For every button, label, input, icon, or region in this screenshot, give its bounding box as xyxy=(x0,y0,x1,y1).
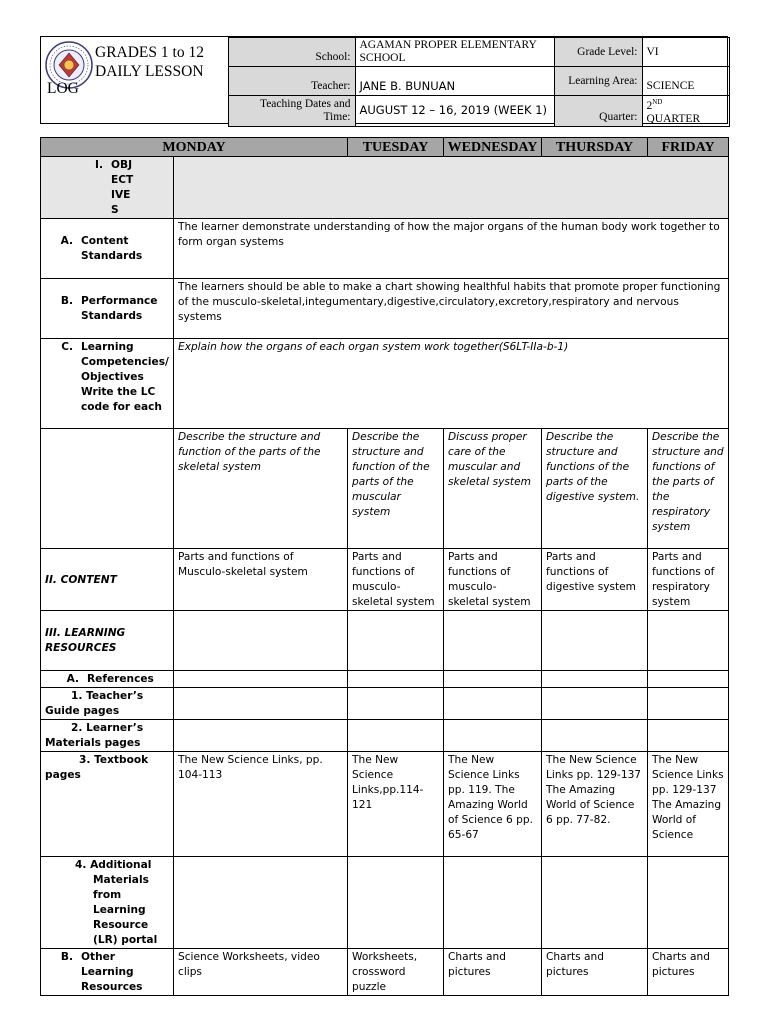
competencies-label-cell xyxy=(41,339,174,429)
references-label: References xyxy=(87,673,154,685)
content-label: II. CONTENT xyxy=(41,549,174,611)
competencies-row xyxy=(41,339,729,429)
learners-materials-wednesday xyxy=(444,720,542,752)
learning-resources-thursday xyxy=(542,611,648,671)
title-log: LOG xyxy=(47,79,79,97)
teachers-guide-friday xyxy=(648,688,729,720)
other-resources-friday: Charts and pictures xyxy=(648,949,729,996)
learners-materials-thursday xyxy=(542,720,648,752)
performance-standards-label-cell xyxy=(41,279,174,339)
content-standards-row xyxy=(41,219,729,279)
learners-materials-row xyxy=(41,720,729,752)
performance-standards-text: The learners should be able to make a chart showing healthful habits that promote proper functioning of the musculo-skeletal,integumentary,digestive,circulatory,excretory,respiratory and nervous systems xyxy=(174,279,729,339)
performance-standards-num: B. xyxy=(60,295,73,307)
content-standards-label: Content Standards xyxy=(81,235,143,262)
grade-level-value: VI xyxy=(642,38,729,67)
header-logo-area xyxy=(41,38,228,127)
quarter-value xyxy=(642,96,729,127)
textbook-label: 3. Textbook pages xyxy=(41,752,174,857)
textbook-monday: The New Science Links, pp. 104-113 xyxy=(174,752,348,857)
additional-materials-thursday xyxy=(542,857,648,949)
teachers-guide-row xyxy=(41,688,729,720)
content-wednesday: Parts and functions of musculo-skeletal system xyxy=(444,549,542,611)
objectives-value-cell xyxy=(174,157,729,219)
other-resources-num: B. xyxy=(60,951,73,963)
content-standards-label-cell xyxy=(41,219,174,279)
other-resources-label: Other Learning Resources xyxy=(81,951,143,993)
teachers-guide-label: 1. Teacher’s Guide pages xyxy=(41,688,174,720)
other-resources-thursday: Charts and pictures xyxy=(542,949,648,996)
other-resources-tuesday: Worksheets, crossword puzzle xyxy=(348,949,444,996)
teacher-value: JANE B. BUNUAN xyxy=(355,67,554,96)
daily-objective-thursday: Describe the structure and functions of the parts of the digestive system. xyxy=(542,429,648,549)
learners-materials-friday xyxy=(648,720,729,752)
learners-materials-monday xyxy=(174,720,348,752)
performance-standards-label: Performance Standards xyxy=(81,295,158,322)
additional-materials-label: 4. Additional Materials from Learning Resource (LR) portal xyxy=(41,857,174,949)
teaching-dates-value: AUGUST 12 – 16, 2019 (WEEK 1) xyxy=(355,96,554,127)
daily-objective-tuesday: Describe the structure and function of the parts of the muscular system xyxy=(348,429,444,549)
daily-objectives-label-cell xyxy=(41,429,174,549)
learning-area-label: Learning Area: xyxy=(554,67,642,96)
teaching-dates-label: Teaching Dates and Time: xyxy=(228,96,355,127)
learners-materials-tuesday xyxy=(348,720,444,752)
day-header-thursday: THURSDAY xyxy=(542,138,648,157)
teacher-label: Teacher: xyxy=(228,67,355,96)
content-thursday: Parts and functions of digestive system xyxy=(542,549,648,611)
objectives-label: OBJECTIVES xyxy=(111,159,134,216)
references-row xyxy=(41,671,729,688)
objectives-label-cell xyxy=(41,157,174,219)
textbook-row xyxy=(41,752,729,857)
references-wednesday xyxy=(444,671,542,688)
references-label-cell xyxy=(41,671,174,688)
objectives-num: I. xyxy=(95,159,103,171)
additional-materials-row xyxy=(41,857,729,949)
other-resources-wednesday: Charts and pictures xyxy=(444,949,542,996)
daily-objective-friday: Describe the structure and functions of the parts of the respiratory system xyxy=(648,429,729,549)
references-num: A. xyxy=(66,673,79,685)
learning-resources-tuesday xyxy=(348,611,444,671)
teachers-guide-thursday xyxy=(542,688,648,720)
additional-materials-tuesday xyxy=(348,857,444,949)
content-tuesday: Parts and functions of musculo-skeletal system xyxy=(348,549,444,611)
title-grades: GRADES 1 to 12 xyxy=(95,43,204,61)
references-monday xyxy=(174,671,348,688)
content-standards-num: A. xyxy=(60,235,73,247)
day-header-friday: FRIDAY xyxy=(648,138,729,157)
day-header-row xyxy=(41,138,729,157)
school-label: School: xyxy=(228,38,355,67)
additional-materials-wednesday xyxy=(444,857,542,949)
competencies-text: Explain how the organs of each organ system work together(S6LT-IIa-b-1) xyxy=(174,339,729,429)
textbook-tuesday: The New Science Links,pp.114-121 xyxy=(348,752,444,857)
other-resources-row xyxy=(41,949,729,996)
additional-materials-monday xyxy=(174,857,348,949)
teachers-guide-wednesday xyxy=(444,688,542,720)
competencies-label: Learning Competencies/ Objectives Write the LC code for each xyxy=(81,341,169,413)
textbook-thursday: The New Science Links pp. 129-137 The Amazing World of Science 6 pp. 77-82. xyxy=(542,752,648,857)
performance-standards-row xyxy=(41,279,729,339)
lesson-log-table xyxy=(40,137,729,996)
day-header-tuesday: TUESDAY xyxy=(348,138,444,157)
learning-resources-row xyxy=(41,611,729,671)
day-header-monday: MONDAY xyxy=(41,138,348,157)
grade-level-label: Grade Level: xyxy=(554,38,642,67)
references-thursday xyxy=(542,671,648,688)
content-row xyxy=(41,549,729,611)
textbook-friday: The New Science Links pp. 129-137 The Amazing World of Science xyxy=(648,752,729,857)
day-header-wednesday: WEDNESDAY xyxy=(444,138,542,157)
daily-objective-monday: Describe the structure and function of the parts of the skeletal system xyxy=(174,429,348,549)
quarter-label: Quarter: xyxy=(554,96,642,127)
quarter-suffix: ND xyxy=(652,98,663,106)
quarter-number: 2 xyxy=(646,99,653,112)
textbook-wednesday: The New Science Links pp. 119. The Amazing World of Science 6 pp. 65-67 xyxy=(444,752,542,857)
title-daily-lesson: DAILY LESSON xyxy=(95,62,204,80)
learning-resources-monday xyxy=(174,611,348,671)
content-monday: Parts and functions of Musculo-skeletal system xyxy=(174,549,348,611)
learning-resources-wednesday xyxy=(444,611,542,671)
school-value: AGAMAN PROPER ELEMENTARY SCHOOL xyxy=(355,38,554,67)
additional-materials-friday xyxy=(648,857,729,949)
teachers-guide-monday xyxy=(174,688,348,720)
content-standards-text: The learner demonstrate understanding of how the major organs of the human body work together to form organ systems xyxy=(174,219,729,279)
dll-header xyxy=(40,36,728,124)
competencies-num: C. xyxy=(61,341,73,353)
other-resources-monday: Science Worksheets, video clips xyxy=(174,949,348,996)
other-resources-label-cell xyxy=(41,949,174,996)
learners-materials-label: 2. Learner’s Materials pages xyxy=(41,720,174,752)
learning-resources-friday xyxy=(648,611,729,671)
quarter-word: QUARTER xyxy=(646,112,701,125)
references-tuesday xyxy=(348,671,444,688)
teachers-guide-tuesday xyxy=(348,688,444,720)
content-friday: Parts and functions of respiratory system xyxy=(648,549,729,611)
learning-resources-label: III. LEARNING RESOURCES xyxy=(41,611,174,671)
objectives-row xyxy=(41,157,729,219)
learning-area-value: SCIENCE xyxy=(642,67,729,96)
daily-objective-wednesday: Discuss proper care of the muscular and skeletal system xyxy=(444,429,542,549)
daily-objectives-row xyxy=(41,429,729,549)
references-friday xyxy=(648,671,729,688)
